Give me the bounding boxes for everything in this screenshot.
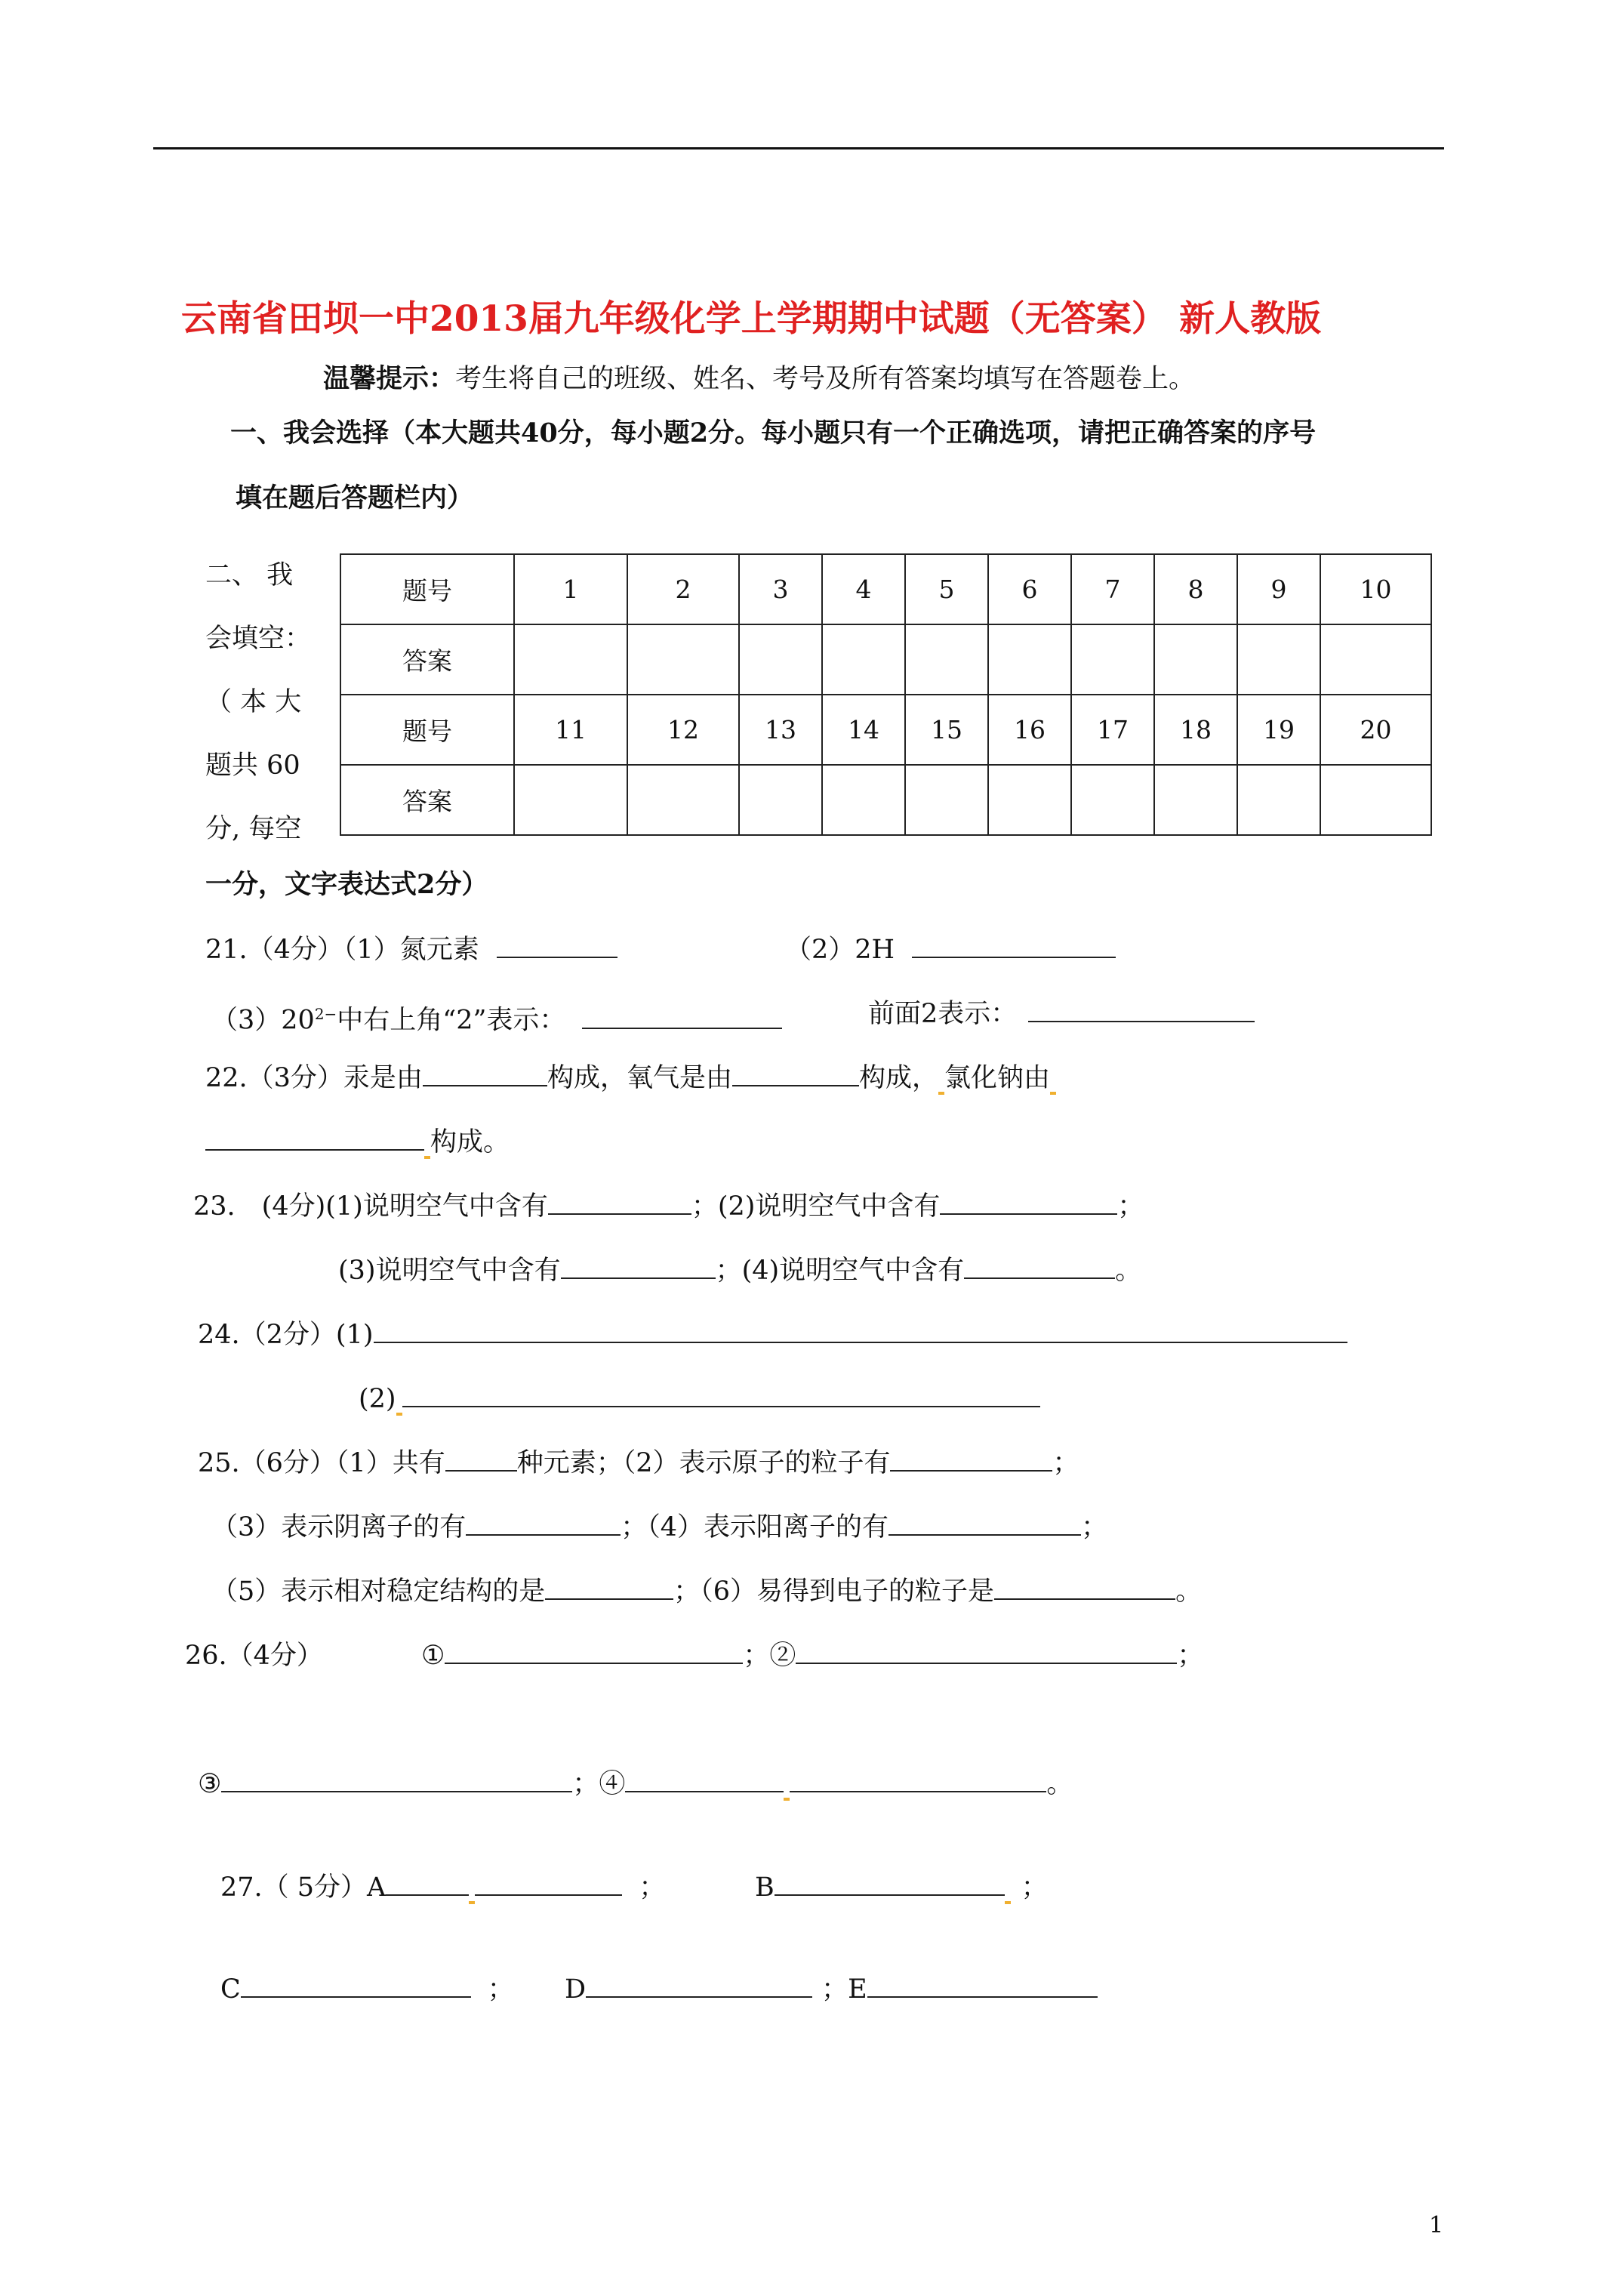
q22-part3: 构成， (858, 1063, 938, 1093)
tip-text: 考生将自己的班级、姓名、考号及所有答案均填写在答题卷上。 (455, 364, 1196, 394)
question-number-cell: 8 (1154, 554, 1237, 624)
q23-part4: ；(4)说明空气中含有 (715, 1256, 965, 1286)
answer-cell[interactable] (988, 624, 1071, 695)
q24-line1 (198, 1318, 1347, 1351)
q21-superscript: 2− (314, 1005, 337, 1023)
q27-part-c: C (220, 1974, 241, 2005)
q26-circle-4: ④ (599, 1769, 626, 1799)
q24-part2: (2) (359, 1384, 396, 1414)
answer-cell[interactable] (739, 624, 822, 695)
section1-heading-cont: 填在题后答题栏内） (236, 482, 474, 513)
document-title: 云南省田坝一中2013届九年级化学上学期期中试题（无答案） 新人教版 (181, 298, 1322, 340)
q23-end: 。 (1115, 1256, 1142, 1286)
q26-separator: ； (572, 1769, 599, 1799)
answer-blank[interactable] (790, 1768, 1046, 1792)
q23-separator: ； (1117, 1191, 1144, 1222)
question-number-cell: 9 (1237, 554, 1320, 624)
tip-label: 温馨提示： (323, 363, 456, 394)
q22-part1: 22.（3分）汞是由 (205, 1063, 423, 1093)
q25-line3 (211, 1575, 1202, 1608)
q27-line2b (565, 1973, 1098, 2006)
answer-blank[interactable] (912, 934, 1116, 958)
q22-part2: 构成，氧气是由 (547, 1063, 732, 1093)
q21-part1: 21.（4分）（1）氮元素 (205, 935, 479, 965)
q25-line1 (198, 1447, 1079, 1480)
answer-cell[interactable] (1071, 624, 1154, 695)
answer-blank[interactable] (386, 1872, 469, 1896)
question-number-cell: 10 (1320, 554, 1431, 624)
edit-mark (1005, 1901, 1011, 1904)
question-number-cell: 16 (988, 695, 1071, 765)
section2-heading-vertical (205, 544, 326, 861)
answer-cell[interactable] (1320, 624, 1431, 695)
answer-blank[interactable] (497, 934, 617, 958)
q21-line2b (868, 997, 1255, 1031)
question-number-cell: 13 (739, 695, 822, 765)
q25-end: 。 (1175, 1576, 1203, 1607)
answer-cell[interactable] (1237, 765, 1320, 835)
answer-cell[interactable] (905, 624, 988, 695)
question-number-cell: 17 (1071, 695, 1154, 765)
question-number-cell: 6 (988, 554, 1071, 624)
answer-blank[interactable] (625, 1768, 784, 1792)
answer-blank[interactable] (867, 1974, 1098, 1998)
answer-table (340, 553, 1432, 836)
answer-blank[interactable] (475, 1872, 622, 1896)
q27-separator: ； (1021, 1872, 1048, 1903)
answer-blank[interactable] (545, 1576, 673, 1600)
section2-line: 分, 每空 (205, 814, 302, 844)
question-number-cell: 20 (1320, 695, 1431, 765)
question-number-cell: 18 (1154, 695, 1237, 765)
answer-blank[interactable] (796, 1640, 1177, 1664)
question-number-cell: 19 (1237, 695, 1320, 765)
q21-part3b: 中右上角“2”表示： (337, 1005, 566, 1036)
answer-blank[interactable] (445, 1640, 743, 1664)
section2-line: 会填空： (205, 624, 312, 654)
answer-cell[interactable] (1237, 624, 1320, 695)
q27-part-a: 27.（ 5分）A (220, 1872, 387, 1903)
answer-blank[interactable] (445, 1447, 517, 1472)
answer-table-row (340, 624, 1431, 695)
answer-cell[interactable] (514, 624, 627, 695)
answer-table-row (340, 554, 1431, 624)
section2-heading-end: 一分，文字表达式2分） (205, 869, 488, 900)
answer-blank[interactable] (402, 1383, 1040, 1407)
tip-line (323, 362, 1195, 396)
section2-line: 二、 我 (205, 560, 294, 590)
q21-line2 (211, 997, 782, 1037)
q21-part2: （2）2H (785, 935, 895, 965)
q25-part1: 25.（6分）（1）共有 (198, 1448, 445, 1478)
answer-cell[interactable] (514, 765, 627, 835)
q26-end: 。 (1046, 1769, 1073, 1799)
q25-part5: （5）表示相对稳定结构的是 (211, 1576, 546, 1607)
answer-table-row (340, 695, 1431, 765)
edit-mark (1050, 1092, 1056, 1095)
question-number-cell: 15 (905, 695, 988, 765)
question-number-cell: 12 (627, 695, 739, 765)
q21-part4: 前面2表示： (868, 999, 1018, 1029)
answer-blank[interactable] (221, 1768, 572, 1792)
answer-blank[interactable] (994, 1576, 1175, 1600)
edit-mark (424, 1156, 430, 1159)
answer-blank[interactable] (374, 1319, 1347, 1343)
answer-blank[interactable] (423, 1062, 547, 1086)
q25-part3: （3）表示阴离子的有 (211, 1512, 467, 1542)
answer-cell[interactable] (822, 624, 905, 695)
q26-line1 (421, 1639, 1203, 1672)
q25-separator: ； (1081, 1512, 1108, 1542)
q26-label: 26.（4分） (185, 1641, 323, 1671)
q22-line1 (205, 1062, 1056, 1095)
answer-blank[interactable] (888, 1512, 1081, 1536)
answer-cell[interactable] (1154, 765, 1237, 835)
answer-blank[interactable] (548, 1191, 691, 1215)
question-number-cell: 2 (627, 554, 739, 624)
q27-line1b (755, 1871, 1048, 1904)
answer-blank[interactable] (205, 1126, 424, 1151)
q26-circle-3: ③ (198, 1769, 222, 1799)
q26-separator: ； (743, 1641, 770, 1671)
answer-blank[interactable] (732, 1062, 859, 1086)
question-number-cell: 11 (514, 695, 627, 765)
question-number-cell: 14 (822, 695, 905, 765)
q23-line2 (338, 1254, 1141, 1287)
answer-blank[interactable] (561, 1255, 716, 1279)
q26-circle-2: ② (769, 1641, 796, 1671)
q27-separator: ； (487, 1974, 514, 2005)
q23-line1 (193, 1190, 1144, 1223)
q26-circle-1: ① (421, 1641, 445, 1671)
q27-line2 (220, 1973, 514, 2006)
row-label: 答案 (340, 624, 514, 695)
answer-table-row (340, 765, 1431, 835)
q22-line2 (205, 1126, 510, 1159)
q27-part-d: D (565, 1974, 587, 2005)
answer-cell[interactable] (627, 624, 739, 695)
edit-mark (938, 1092, 944, 1095)
answer-cell[interactable] (627, 765, 739, 835)
q26-separator: ； (1177, 1641, 1204, 1671)
section2-line: 题共 60 (205, 750, 300, 781)
answer-cell[interactable] (822, 765, 905, 835)
answer-cell[interactable] (988, 765, 1071, 835)
q21-line1 (205, 933, 617, 966)
q23-part2: ；(2)说明空气中含有 (691, 1191, 941, 1222)
row-label: 题号 (340, 695, 514, 765)
q27-line1 (220, 1871, 665, 1904)
q23-part3: (3)说明空气中含有 (338, 1256, 561, 1286)
answer-blank[interactable] (586, 1974, 812, 1998)
page-number: 1 (1429, 2212, 1444, 2239)
q25-part2: 种元素；（2）表示原子的粒子有 (516, 1448, 891, 1478)
q27-separator: ； (821, 1974, 848, 2005)
q21-line1b (785, 933, 1116, 966)
edit-mark (469, 1901, 475, 1904)
question-number-cell: 1 (514, 554, 627, 624)
question-number-cell: 7 (1071, 554, 1154, 624)
header-rule (153, 147, 1444, 149)
answer-blank[interactable] (582, 1005, 782, 1029)
q27-part-b: B (755, 1872, 775, 1903)
answer-blank[interactable] (466, 1512, 621, 1536)
answer-blank[interactable] (964, 1255, 1115, 1279)
answer-blank[interactable] (1028, 998, 1255, 1022)
answer-cell[interactable] (1320, 765, 1431, 835)
answer-blank[interactable] (241, 1974, 471, 1998)
q22-part5: 构成。 (430, 1127, 510, 1157)
q23-part1: 23. (4分)(1)说明空气中含有 (193, 1191, 548, 1222)
question-number-cell: 5 (905, 554, 988, 624)
row-label: 答案 (340, 765, 514, 835)
answer-cell[interactable] (739, 765, 822, 835)
q25-line2 (211, 1511, 1107, 1544)
answer-cell[interactable] (1071, 765, 1154, 835)
edit-mark (784, 1798, 790, 1801)
q25-separator: ； (1052, 1448, 1079, 1478)
edit-mark (396, 1413, 402, 1416)
answer-blank[interactable] (775, 1872, 1005, 1896)
q21-part3: （3）20 (211, 1005, 315, 1036)
q25-part4: ；（4）表示阳离子的有 (621, 1512, 889, 1542)
row-label: 题号 (340, 554, 514, 624)
q24-part1: 24.（2分）(1) (198, 1320, 374, 1350)
section1-heading: 一、我会选择（本大题共40分，每小题2分。每小题只有一个正确选项，请把正确答案的序号 (230, 418, 1317, 448)
q27-part-e: E (848, 1974, 867, 2005)
q25-part6: ；（6）易得到电子的粒子是 (673, 1576, 995, 1607)
q24-line2 (359, 1382, 1040, 1416)
question-number-cell: 3 (739, 554, 822, 624)
section2-line: （ 本 大 (205, 687, 302, 717)
q27-separator: ； (639, 1872, 666, 1903)
answer-cell[interactable] (905, 765, 988, 835)
question-number-cell: 4 (822, 554, 905, 624)
answer-blank[interactable] (890, 1447, 1052, 1472)
answer-blank[interactable] (940, 1191, 1117, 1215)
q26-line2 (198, 1767, 1073, 1801)
q22-part4: 氯化钠由 (944, 1063, 1050, 1093)
answer-cell[interactable] (1154, 624, 1237, 695)
